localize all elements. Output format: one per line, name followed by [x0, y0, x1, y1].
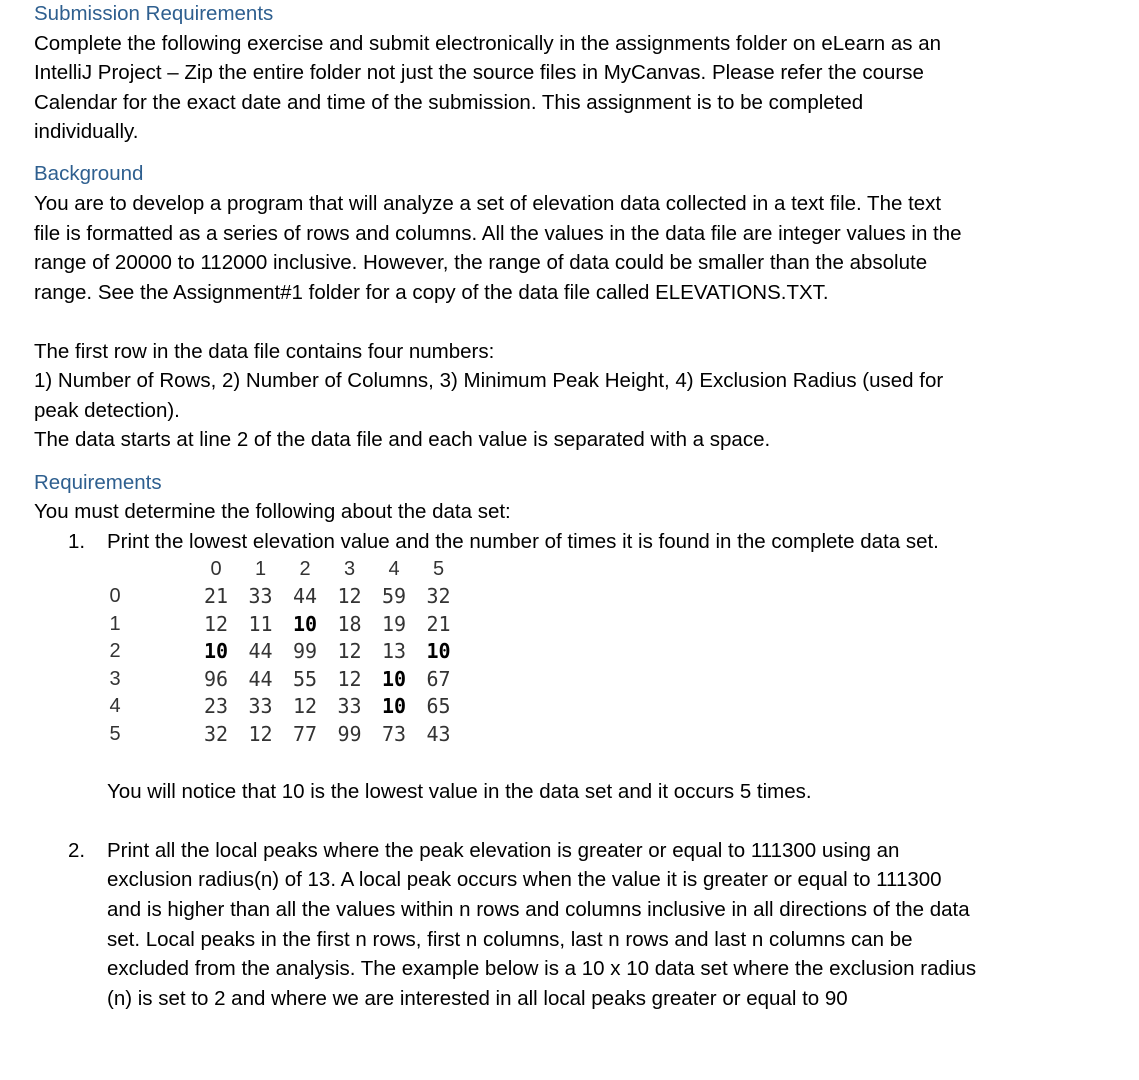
grid-cell: 21: [426, 611, 451, 636]
grid-cell: 67: [426, 666, 451, 691]
first-row-line: The first row in the data file contains four numbers:: [34, 340, 495, 363]
submission-line: Complete the following exercise and submit electronically in the assignments folder on eLearn as an: [34, 32, 942, 55]
grid-cell: 19: [381, 611, 407, 636]
requirements-intro: You must determine the following about the data set:: [34, 500, 511, 523]
grid-row-label: 5: [109, 722, 121, 745]
grid-cell: 32: [426, 584, 451, 608]
item-2-line: and is higher than all the values within n rows and columns inclusive in all directions of the data: [107, 898, 970, 921]
item-2-line: Print all the local peaks where the peak elevation is greater or equal to 111300 using an: [107, 839, 900, 862]
grid-cell: 65: [426, 694, 451, 718]
grid-cell: 44: [248, 639, 273, 663]
grid-cell: 43: [426, 721, 451, 746]
grid-cell: 23: [203, 694, 229, 718]
grid-row-label: 2: [109, 640, 121, 662]
grid-cell: 10: [426, 639, 451, 663]
grid-cell: 96: [203, 666, 229, 691]
grid-cell: 12: [337, 666, 362, 691]
grid-cell: 10: [292, 611, 318, 636]
background-heading: Background: [34, 162, 144, 185]
grid-cell: 99: [292, 639, 318, 663]
grid-cell: 99: [337, 721, 362, 746]
grid-cell: 44: [248, 666, 273, 691]
item-2-line: set. Local peaks in the first n rows, first n columns, last n rows and last n columns can be: [107, 928, 913, 951]
grid-row-label: 3: [109, 667, 121, 690]
grid-cell: 33: [248, 694, 273, 718]
item-1-note: You will notice that 10 is the lowest value in the data set and it occurs 5 times.: [107, 780, 812, 803]
item-1-text: Print the lowest elevation value and the number of times it is found in the complete data set.: [107, 530, 939, 553]
grid-row-label: 1: [109, 612, 121, 635]
grid-col-label: 2: [299, 558, 311, 580]
grid-cell: 12: [337, 639, 362, 663]
grid-cell: 59: [381, 584, 407, 608]
grid-cell: 55: [292, 666, 318, 691]
grid-cell: 33: [337, 694, 362, 718]
grid-cell: 18: [337, 611, 362, 636]
item-2-line: (n) is set to 2 and where we are interested in all local peaks greater or equal to 90: [107, 987, 848, 1010]
item-2-line: exclusion radius(n) of 13. A local peak occurs when the value it is greater or equal to 111300: [107, 868, 942, 891]
grid-cell: 10: [381, 694, 407, 718]
grid-cell: 12: [248, 721, 273, 746]
submission-line: individually.: [34, 120, 139, 143]
grid-col-label: 5: [432, 558, 445, 580]
grid-cell: 44: [292, 584, 318, 608]
grid-cell: 77: [292, 721, 318, 746]
submission-line: IntelliJ Project – Zip the entire folder not just the source files in MyCanvas. Please refer the course: [34, 61, 924, 84]
requirements-heading: Requirements: [34, 471, 162, 494]
background-line: file is formatted as a series of rows and columns. All the values in the data file are integer values in the: [34, 222, 962, 245]
grid-cell: 12: [203, 611, 229, 636]
first-row-line: peak detection).: [34, 399, 180, 422]
grid-cell: 33: [248, 584, 273, 608]
grid-cell: 10: [381, 666, 407, 691]
item-1-number: 1.: [68, 530, 86, 553]
grid-cell: 10: [203, 639, 229, 663]
grid-cell: 12: [337, 584, 362, 608]
grid-col-label: 0: [210, 558, 222, 580]
first-row-line: The data starts at line 2 of the data file and each value is separated with a space.: [34, 428, 771, 451]
submission-line: Calendar for the exact date and time of the submission. This assignment is to be completed: [34, 91, 864, 114]
first-row-line: 1) Number of Rows, 2) Number of Columns, 3) Minimum Peak Height, 4) Exclusion Radius (used for: [34, 369, 944, 392]
submission-heading: Submission Requirements: [34, 2, 274, 25]
grid-col-label: 1: [254, 558, 267, 580]
grid-cell: 13: [381, 639, 407, 663]
grid-cell: 73: [381, 721, 407, 746]
grid-cell: 32: [203, 721, 229, 746]
grid-row-label: 4: [109, 695, 121, 717]
item-2-number: 2.: [68, 839, 86, 862]
grid-col-label: 3: [343, 558, 356, 580]
background-line: range of 20000 to 112000 inclusive. However, the range of data could be smaller than the absolute: [34, 251, 928, 274]
item-2-line: excluded from the analysis. The example below is a 10 x 10 data set where the exclusion radius: [107, 957, 977, 980]
grid-row-label: 0: [109, 585, 121, 607]
grid-col-label: 4: [388, 558, 400, 580]
grid-cell: 21: [203, 584, 229, 608]
grid-cell: 11: [248, 611, 273, 636]
background-line: range. See the Assignment#1 folder for a copy of the data file called ELEVATIONS.TXT.: [34, 281, 829, 304]
background-line: You are to develop a program that will analyze a set of elevation data collected in a text file. The text: [34, 192, 942, 215]
grid-cell: 12: [292, 694, 318, 718]
